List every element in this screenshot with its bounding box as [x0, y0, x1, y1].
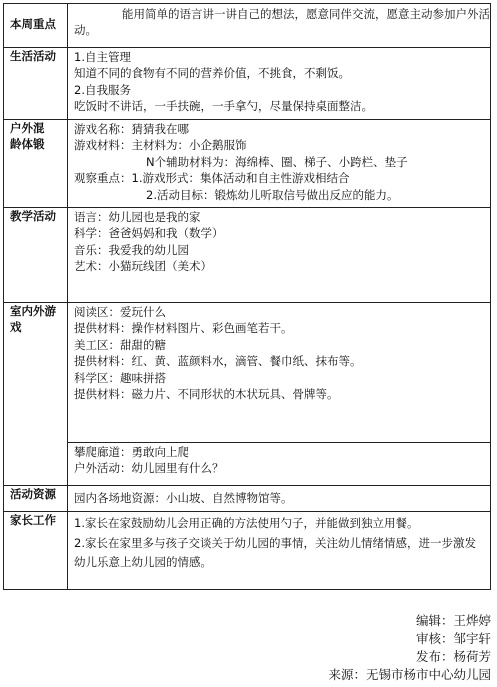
life-line: 1.自主管理 — [74, 50, 131, 64]
row-focus — [4, 4, 491, 48]
credit-editor: 编辑：王烨婷 — [415, 613, 491, 628]
row-games-extra — [4, 443, 491, 486]
games-line: 提供材料：红、黄、蓝颜料水，滴管、餐巾纸、抹布等。 — [74, 354, 362, 369]
label-games-line2: 戏 — [10, 320, 22, 335]
label-life: 生活活动 — [4, 48, 68, 120]
label-resources: 活动资源 — [4, 486, 68, 512]
resources-line: 园内各场地资源：小山坡、自然博物馆等。 — [74, 491, 293, 506]
row-parents — [4, 512, 491, 590]
games-extra-line: 户外活动：幼儿园里有什么？ — [74, 461, 224, 476]
games-extra-line: 攀爬廊道：勇敢向上爬 — [74, 445, 189, 459]
parents-item-1: 1.家长在家鼓励幼儿会用正确的方法使用勺子，并能做到独立用餐。 — [74, 516, 419, 530]
teaching-line: 艺术：小猫玩线团（美术） — [74, 259, 212, 274]
teaching-line: 音乐：我爱我的幼儿园 — [74, 242, 189, 257]
games-line: 阅读区：爱玩什么 — [74, 305, 166, 319]
row-resources — [4, 486, 491, 512]
games-line: 美工区：甜甜的糖 — [74, 337, 166, 352]
outdoor-line: 游戏名称：猜猜我在哪 — [74, 122, 189, 136]
outdoor-line: 游戏材料：主材料为：小企鹅服饰 — [74, 138, 247, 153]
credit-source: 来源：无锡市杨市中心幼儿园 — [328, 667, 491, 682]
label-focus: 本周重点 — [4, 4, 68, 48]
focus-paragraph: 能用简单的语言讲一讲自己的想法，愿意同伴交流，愿意主动参加户外活动。 — [74, 7, 490, 38]
label-games — [4, 303, 68, 486]
life-line: 吃饭时不讲话，一手扶碗，一手拿勺，尽量保持桌面整洁。 — [74, 99, 373, 114]
weekly-plan-table — [3, 3, 491, 590]
teaching-line: 语言：幼儿园也是我的家 — [74, 210, 201, 224]
parents-content — [68, 512, 491, 590]
row-games — [4, 303, 491, 443]
label-outdoor-line1: 户外混 — [10, 121, 45, 135]
row-life — [4, 48, 491, 120]
label-parents: 家长工作 — [4, 512, 68, 590]
focus-text — [68, 4, 491, 48]
life-content — [68, 48, 491, 120]
teaching-line: 科学：爸爸妈妈和我（数学） — [74, 226, 224, 241]
life-line: 2.自我服务 — [74, 82, 131, 97]
label-games-line1: 室内外游 — [10, 304, 56, 318]
resources-content — [68, 486, 491, 512]
games-line: 提供材料：磁力片、不同形状的木状玩具、骨牌等。 — [74, 387, 339, 402]
credit-publisher: 发布：杨荷芳 — [415, 649, 491, 664]
label-outdoor — [4, 120, 68, 208]
label-teaching: 教学活动 — [4, 208, 68, 303]
parents-item-2: 2.家长在家里多与孩子交谈关于幼儿园的事情，关注幼儿情绪情感，进一步激发幼儿乐意上幼儿园的情感。 — [74, 535, 476, 569]
games-line: 提供材料：操作材料图片、彩色画笔若干。 — [74, 321, 293, 336]
games-extra-content — [68, 443, 491, 486]
life-line: 知道不同的食物有不同的营养价值，不挑食，不剩饭。 — [74, 66, 350, 81]
label-outdoor-line2: 龄体锻 — [10, 137, 45, 152]
outdoor-line: 2.活动目标：锻炼幼儿听取信号做出反应的能力。 — [146, 187, 399, 202]
outdoor-content — [68, 120, 491, 208]
row-teaching — [4, 208, 491, 303]
teaching-content — [68, 208, 491, 303]
credit-reviewer: 审核：邹宇轩 — [415, 631, 491, 646]
games-content — [68, 303, 491, 443]
outdoor-line: 观察重点：1.游戏形式：集体活动和自主性游戏相结合 — [74, 171, 350, 186]
games-line: 科学区：趣味拼搭 — [74, 370, 166, 385]
row-outdoor — [4, 120, 491, 208]
credits — [328, 612, 491, 684]
outdoor-line: N个辅助材料为：海绵棒、圈、梯子、小跨栏、垫子 — [146, 154, 408, 169]
